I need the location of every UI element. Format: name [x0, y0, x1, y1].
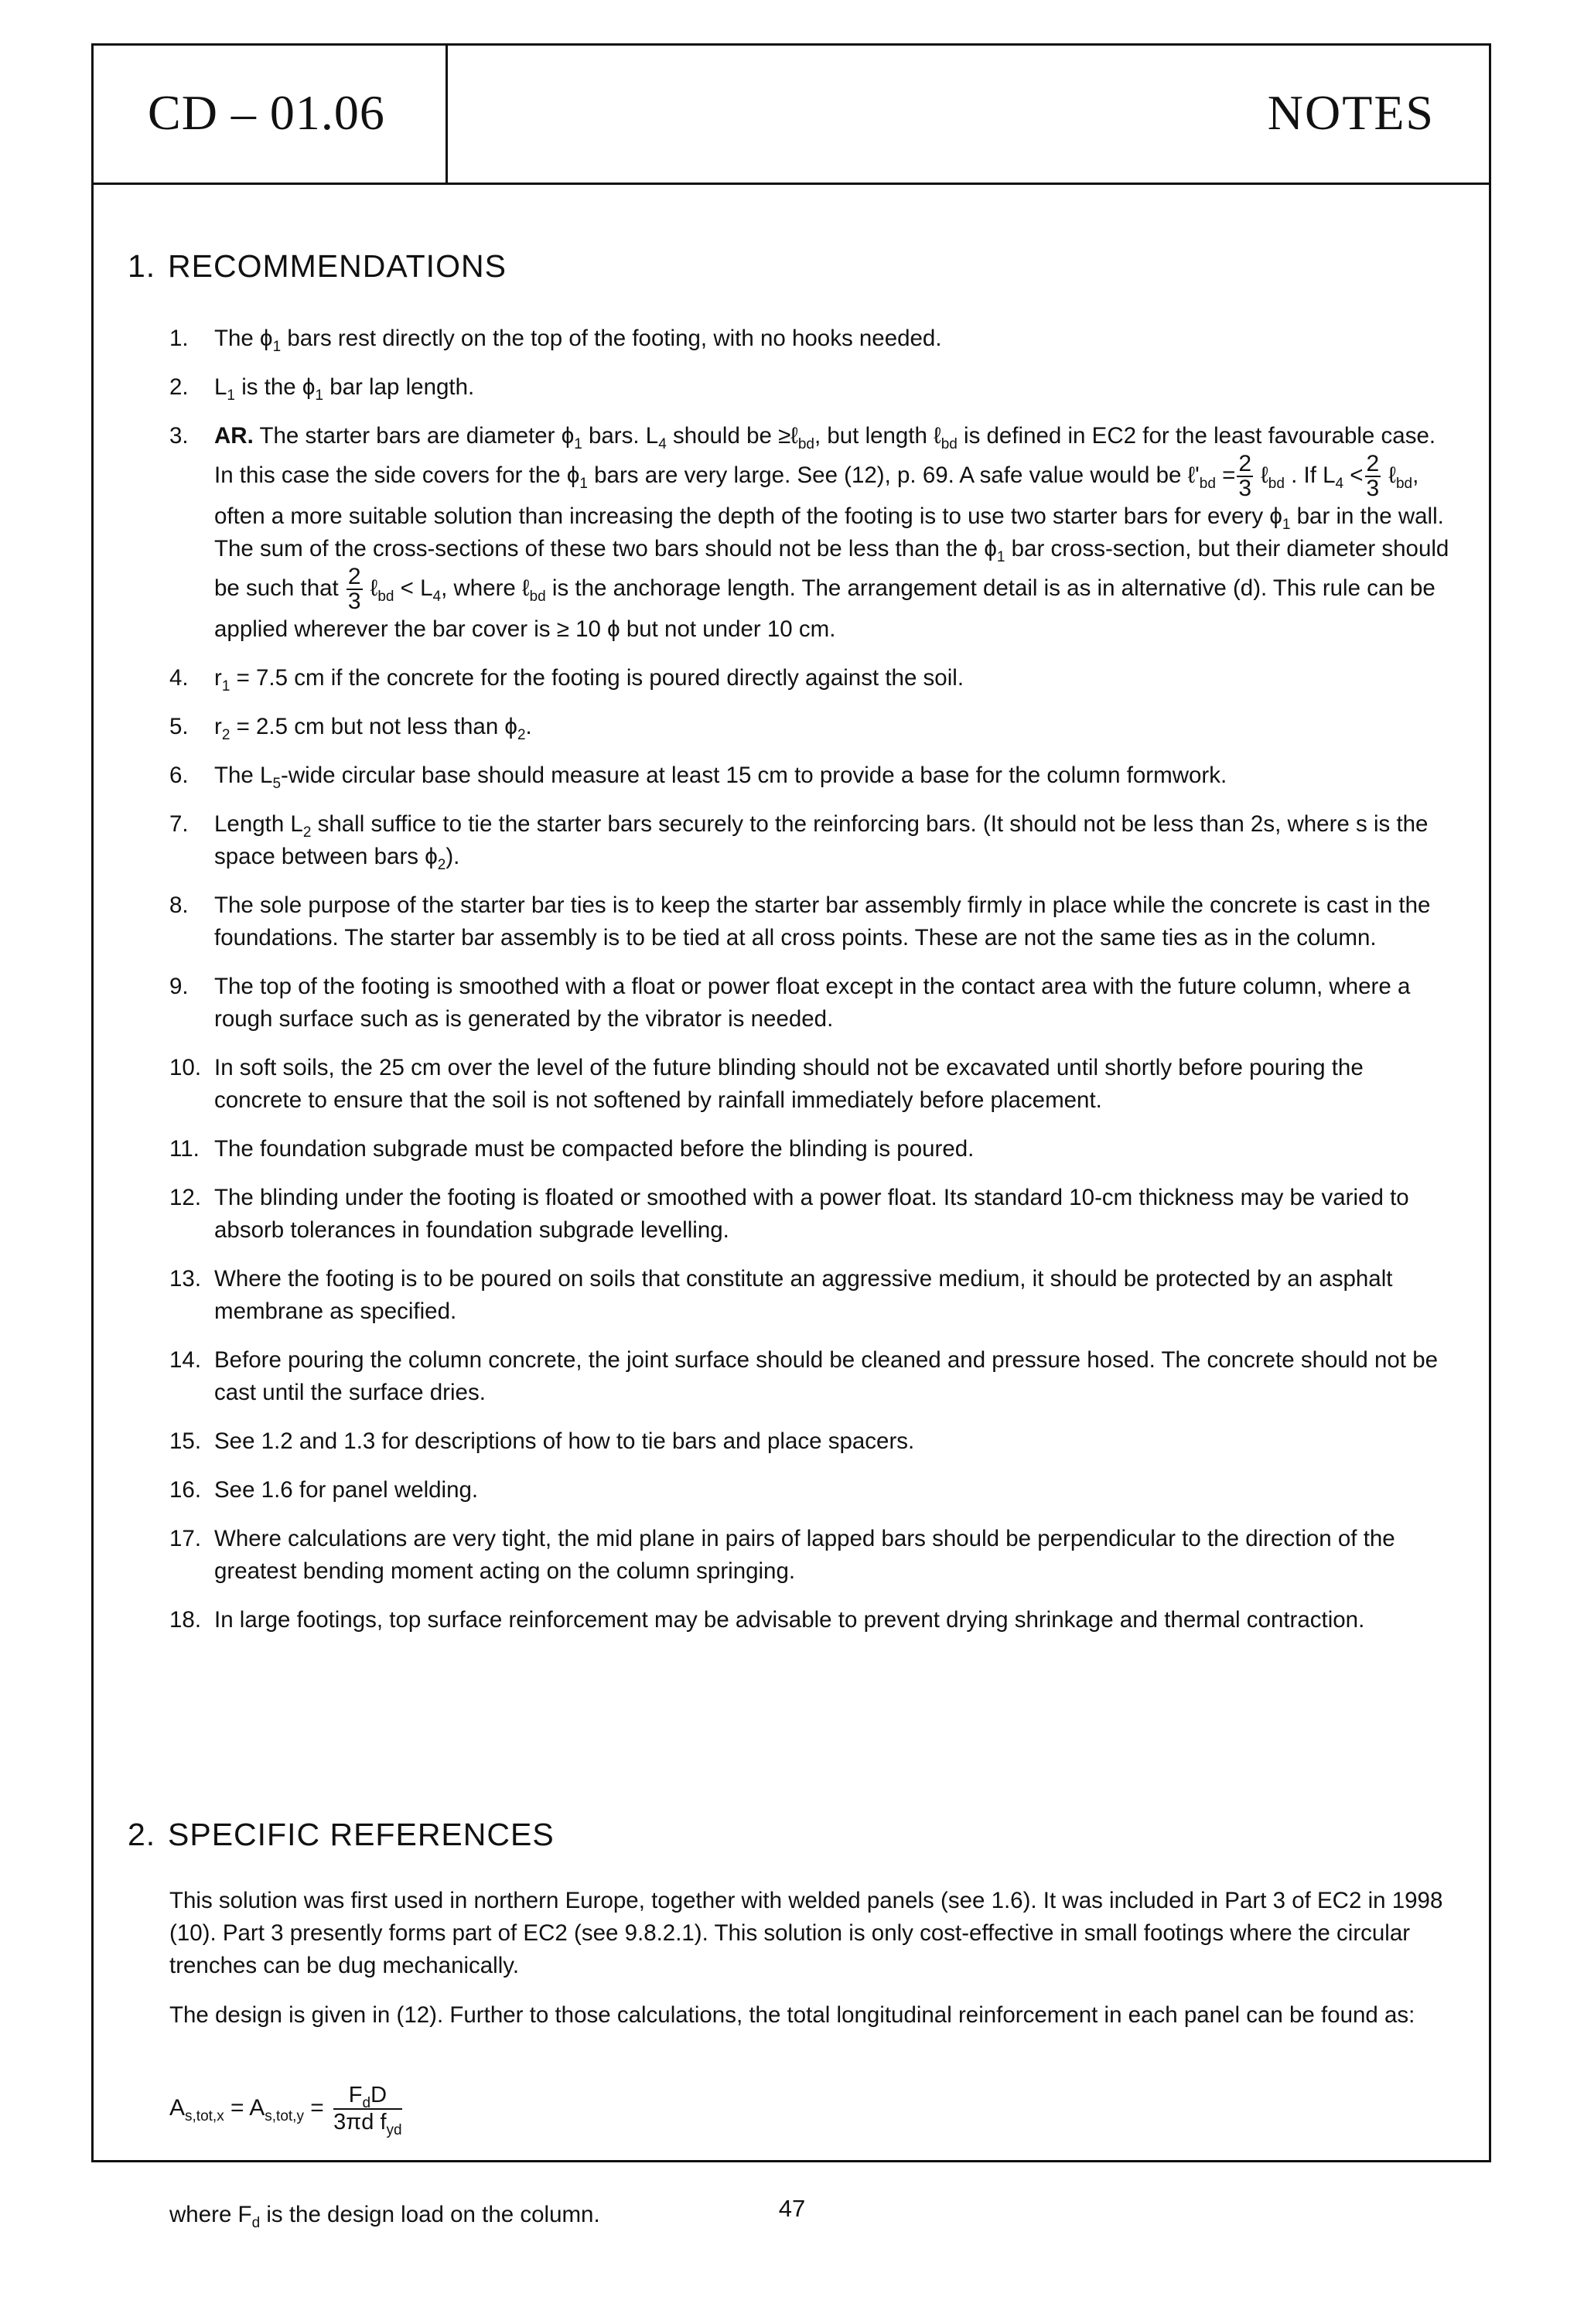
- section-1-heading: [128, 248, 507, 285]
- section-2-heading: [128, 1817, 555, 1853]
- section-2-number: 2.: [128, 1817, 156, 1852]
- section-1-number: 1.: [128, 248, 156, 284]
- list-item: 15. See 1.2 and 1.3 for descriptions of how to tie bars and place spacers.: [169, 1428, 915, 1454]
- list-item: 13. Where the footing is to be poured on soils that constitute an aggressive medium, it should be protected by an asphalt membrane as specified.: [169, 1266, 1393, 1324]
- list-item: 7. Length $L_2$ shall suffice to tie the starter bars securely to the reinforcing bars. (It should not be less than 2s, where s is the space between bars $\phi_2$).: [169, 811, 1429, 873]
- paragraph: This solution was first used in northern Europe, together with welded panels (see 1.6). It was included in Part 3 of EC2 in 1998 (10). Part 3 presently forms part of EC2 (see 9.8.2.1). This solution is only cost-effective in small footings where the circular trenches can be dug mechanically.: [169, 1888, 1443, 1978]
- reinforcement-formula: $A_{s,tot,x} = A_{s,tot,y}$ = $\frac{F_dD}{3\pi d f_{yd}}$: [169, 2083, 402, 2138]
- section-1-title: RECOMMENDATIONS: [168, 248, 507, 284]
- list-item: 9. The top of the footing is smoothed with a float or power float except in the contact area with the future column, where a rough surface such as is generated by the vibrator is needed.: [169, 974, 1411, 1032]
- list-item: 4. $r_1 = 7.5$ cm if the concrete for the footing is poured directly against the soil.: [169, 665, 964, 694]
- list-item: 1. The $\phi_1$ bars rest directly on the top of the footing, with no hooks needed.: [169, 326, 942, 355]
- list-item: 12. The blinding under the footing is floated or smoothed with a power float. Its standard 10-cm thickness may be varied to absorb tolerances in foundation subgrade levelling.: [169, 1185, 1409, 1243]
- list-item: 2. $L_1$ is the $\phi_1$ bar lap length.: [169, 374, 475, 404]
- fraction: $\frac{F_dD}{3\pi d f_{yd}}$: [333, 2083, 402, 2138]
- list-item: 3. AR. The starter bars are diameter $\phi_1$ bars. $L_4$ should be ≥ℓ$_{bd}$, but length ℓ$_{bd}$ is defined in EC2 for the least favourable case. In this case the side covers for the $\phi_1$ bars are very large. See (12), p. 69. A safe value would be $\ell'_{bd}$ = $\frac{2}{3}$ ℓ$_{bd}$ . If $L_4$ < $\frac{2}{3}$ ℓ$_{bd}$, often a more suitable solution than increasing the depth of the footing is to use two starter bars for every $\phi_1$ bar in the wall. The sum of the cross-sections of these two bars should not be less than the $\phi_1$ bar cross-section, but their diameter should be such that $\frac{2}{3}$ ℓ$_{bd}$ < $L_4$, where ℓ$_{bd}$ is the anchorage length. The arrangement detail is as in alternative (d). This rule can be applied wherever the bar cover is ≥ 10 ϕ but not under 10 cm.: [169, 423, 1449, 642]
- paragraph: where $F_d$ is the design load on the column.: [169, 2202, 600, 2231]
- list-item: 10. In soft soils, the 25 cm over the level of the future blinding should not be excavated until shortly before pouring the concrete to ensure that the soil is not softened by rainfall immediately before placement.: [169, 1055, 1364, 1113]
- header-bar: [94, 46, 1489, 185]
- list-item: 8. The sole purpose of the starter bar ties is to keep the starter bar assembly firmly in place while the concrete is cast in the foundations. The starter bar assembly is to be tied at all cross points. These are not the same ties as in the column.: [169, 892, 1431, 950]
- list-item: 18. In large footings, top surface reinforcement may be advisable to prevent drying shrinkage and thermal contraction.: [169, 1607, 1365, 1633]
- fraction: $\frac{2}{3}$: [1238, 451, 1252, 501]
- list-item: 14. Before pouring the column concrete, the joint surface should be cleaned and pressure hosed. The concrete should not be cast until the surface dries.: [169, 1347, 1439, 1405]
- list-item: 5. $r_2 = 2.5$ cm but not less than $\phi_2$.: [169, 714, 532, 743]
- section-2-title: SPECIFIC REFERENCES: [168, 1817, 555, 1852]
- page-number: 47: [778, 2195, 806, 2222]
- recommendations-list: [169, 322, 1453, 1653]
- list-item: 17. Where calculations are very tight, the mid plane in pairs of lapped bars should be perpendicular to the direction of the greatest bending moment acting on the column springing.: [169, 1526, 1395, 1584]
- list-item: 11. The foundation subgrade must be compacted before the blinding is poured.: [169, 1136, 975, 1162]
- fraction: $\frac{2}{3}$: [347, 564, 361, 614]
- document-code: CD – 01.06: [148, 85, 385, 140]
- page-title: NOTES: [1267, 85, 1435, 140]
- list-item: 16. See 1.6 for panel welding.: [169, 1477, 479, 1503]
- fraction: $\frac{2}{3}$: [1366, 451, 1380, 501]
- code-box: [94, 46, 448, 183]
- paragraph: The design is given in (12). Further to those calculations, the total longitudinal reinforcement in each panel can be found as:: [169, 2002, 1415, 2028]
- list-item: 6. The $L_5$-wide circular base should measure at least 15 cm to provide a base for the column formwork.: [169, 763, 1227, 792]
